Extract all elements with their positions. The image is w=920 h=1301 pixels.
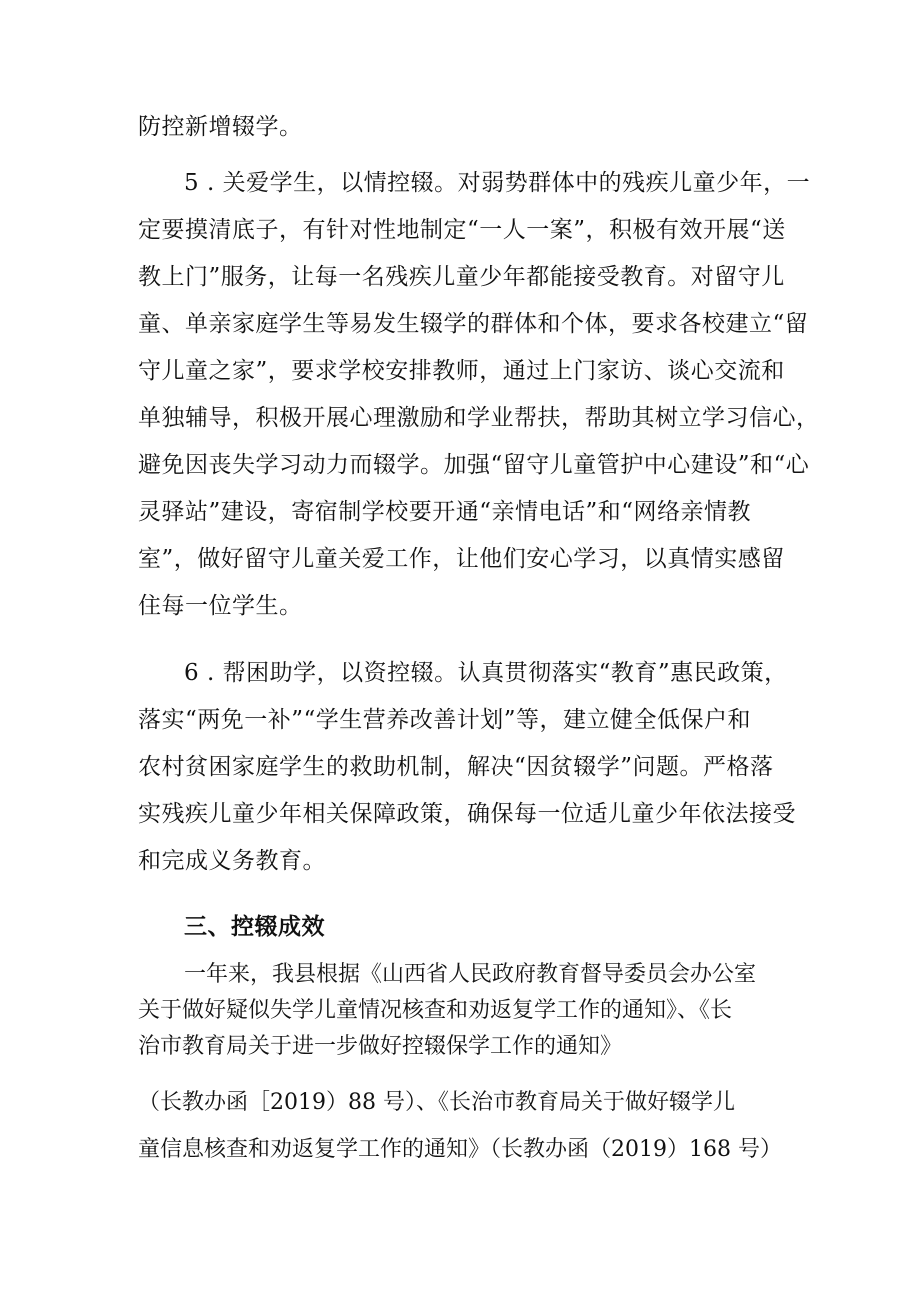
paragraph-intro-line: 防控新增辍学。	[138, 114, 303, 140]
paragraph-5-line: 避免因丧失学习动力而辍学。加强“留守儿童管护中心建设”和“心	[138, 452, 810, 478]
paragraph-6-line: 落实“两免一补”“学生营养改善计划”等，建立健全低保户和	[138, 707, 752, 733]
paragraph-effect-line: （长教办函［2019）88 号）、《长治市教育局关于做好辍学儿	[138, 1090, 735, 1115]
paragraph-5-line: 灵驿站”建设，寄宿制学校要开通“亲情电话”和“网络亲情教	[138, 499, 752, 525]
paragraph-5-line: 住每一位学生。	[138, 593, 303, 619]
paragraph-6-line: 实残疾儿童少年相关保障政策，确保每一位适儿童少年依法接受	[138, 801, 796, 827]
paragraph-5-line: 教上门”服务，让每一名残疾儿童少年都能接受教育。对留守儿	[138, 264, 785, 290]
paragraph-5-line: 室”，做好留守儿童关爱工作，让他们安心学习，以真情实感留	[138, 546, 785, 572]
paragraph-effect-line: 一年来，我县根据《山西省人民政府教育督导委员会办公室	[184, 962, 757, 987]
paragraph-effect-line: 童信息核查和劝返复学工作的通知》（长教办函（2019）168 号）	[138, 1137, 782, 1162]
paragraph-effect-line: 关于做好疑似失学儿童情况核查和劝返复学工作的通知》、《长	[138, 998, 733, 1023]
section-heading: 三、控辍成效	[184, 913, 325, 940]
paragraph-6-line: 6 . 帮困助学，以资控辍。认真贯彻落实“教育”惠民政策，	[184, 660, 788, 686]
paragraph-6-line: 农村贫困家庭学生的救助机制，解决“因贫辍学”问题。严格落	[138, 754, 774, 780]
paragraph-5-line: 童、单亲家庭学生等易发生辍学的群体和个体，要求各校建立“留	[138, 311, 809, 337]
paragraph-5-line: 5 . 关爱学生，以情控辍。对弱势群体中的残疾儿童少年，一	[184, 170, 811, 196]
paragraph-5-line: 守儿童之家”，要求学校安排教师，通过上门家访、谈心交流和	[138, 358, 785, 384]
paragraph-6-line: 和完成义务教育。	[138, 848, 326, 874]
paragraph-5-line: 定要摸清底子，有针对性地制定“一人一案”，积极有效开展“送	[138, 217, 786, 243]
paragraph-5-line: 单独辅导，积极开展心理激励和学业帮扶，帮助其树立学习信心，	[138, 405, 820, 431]
paragraph-effect-line: 治市教育局关于进一步做好控辍保学工作的通知》	[138, 1034, 623, 1059]
